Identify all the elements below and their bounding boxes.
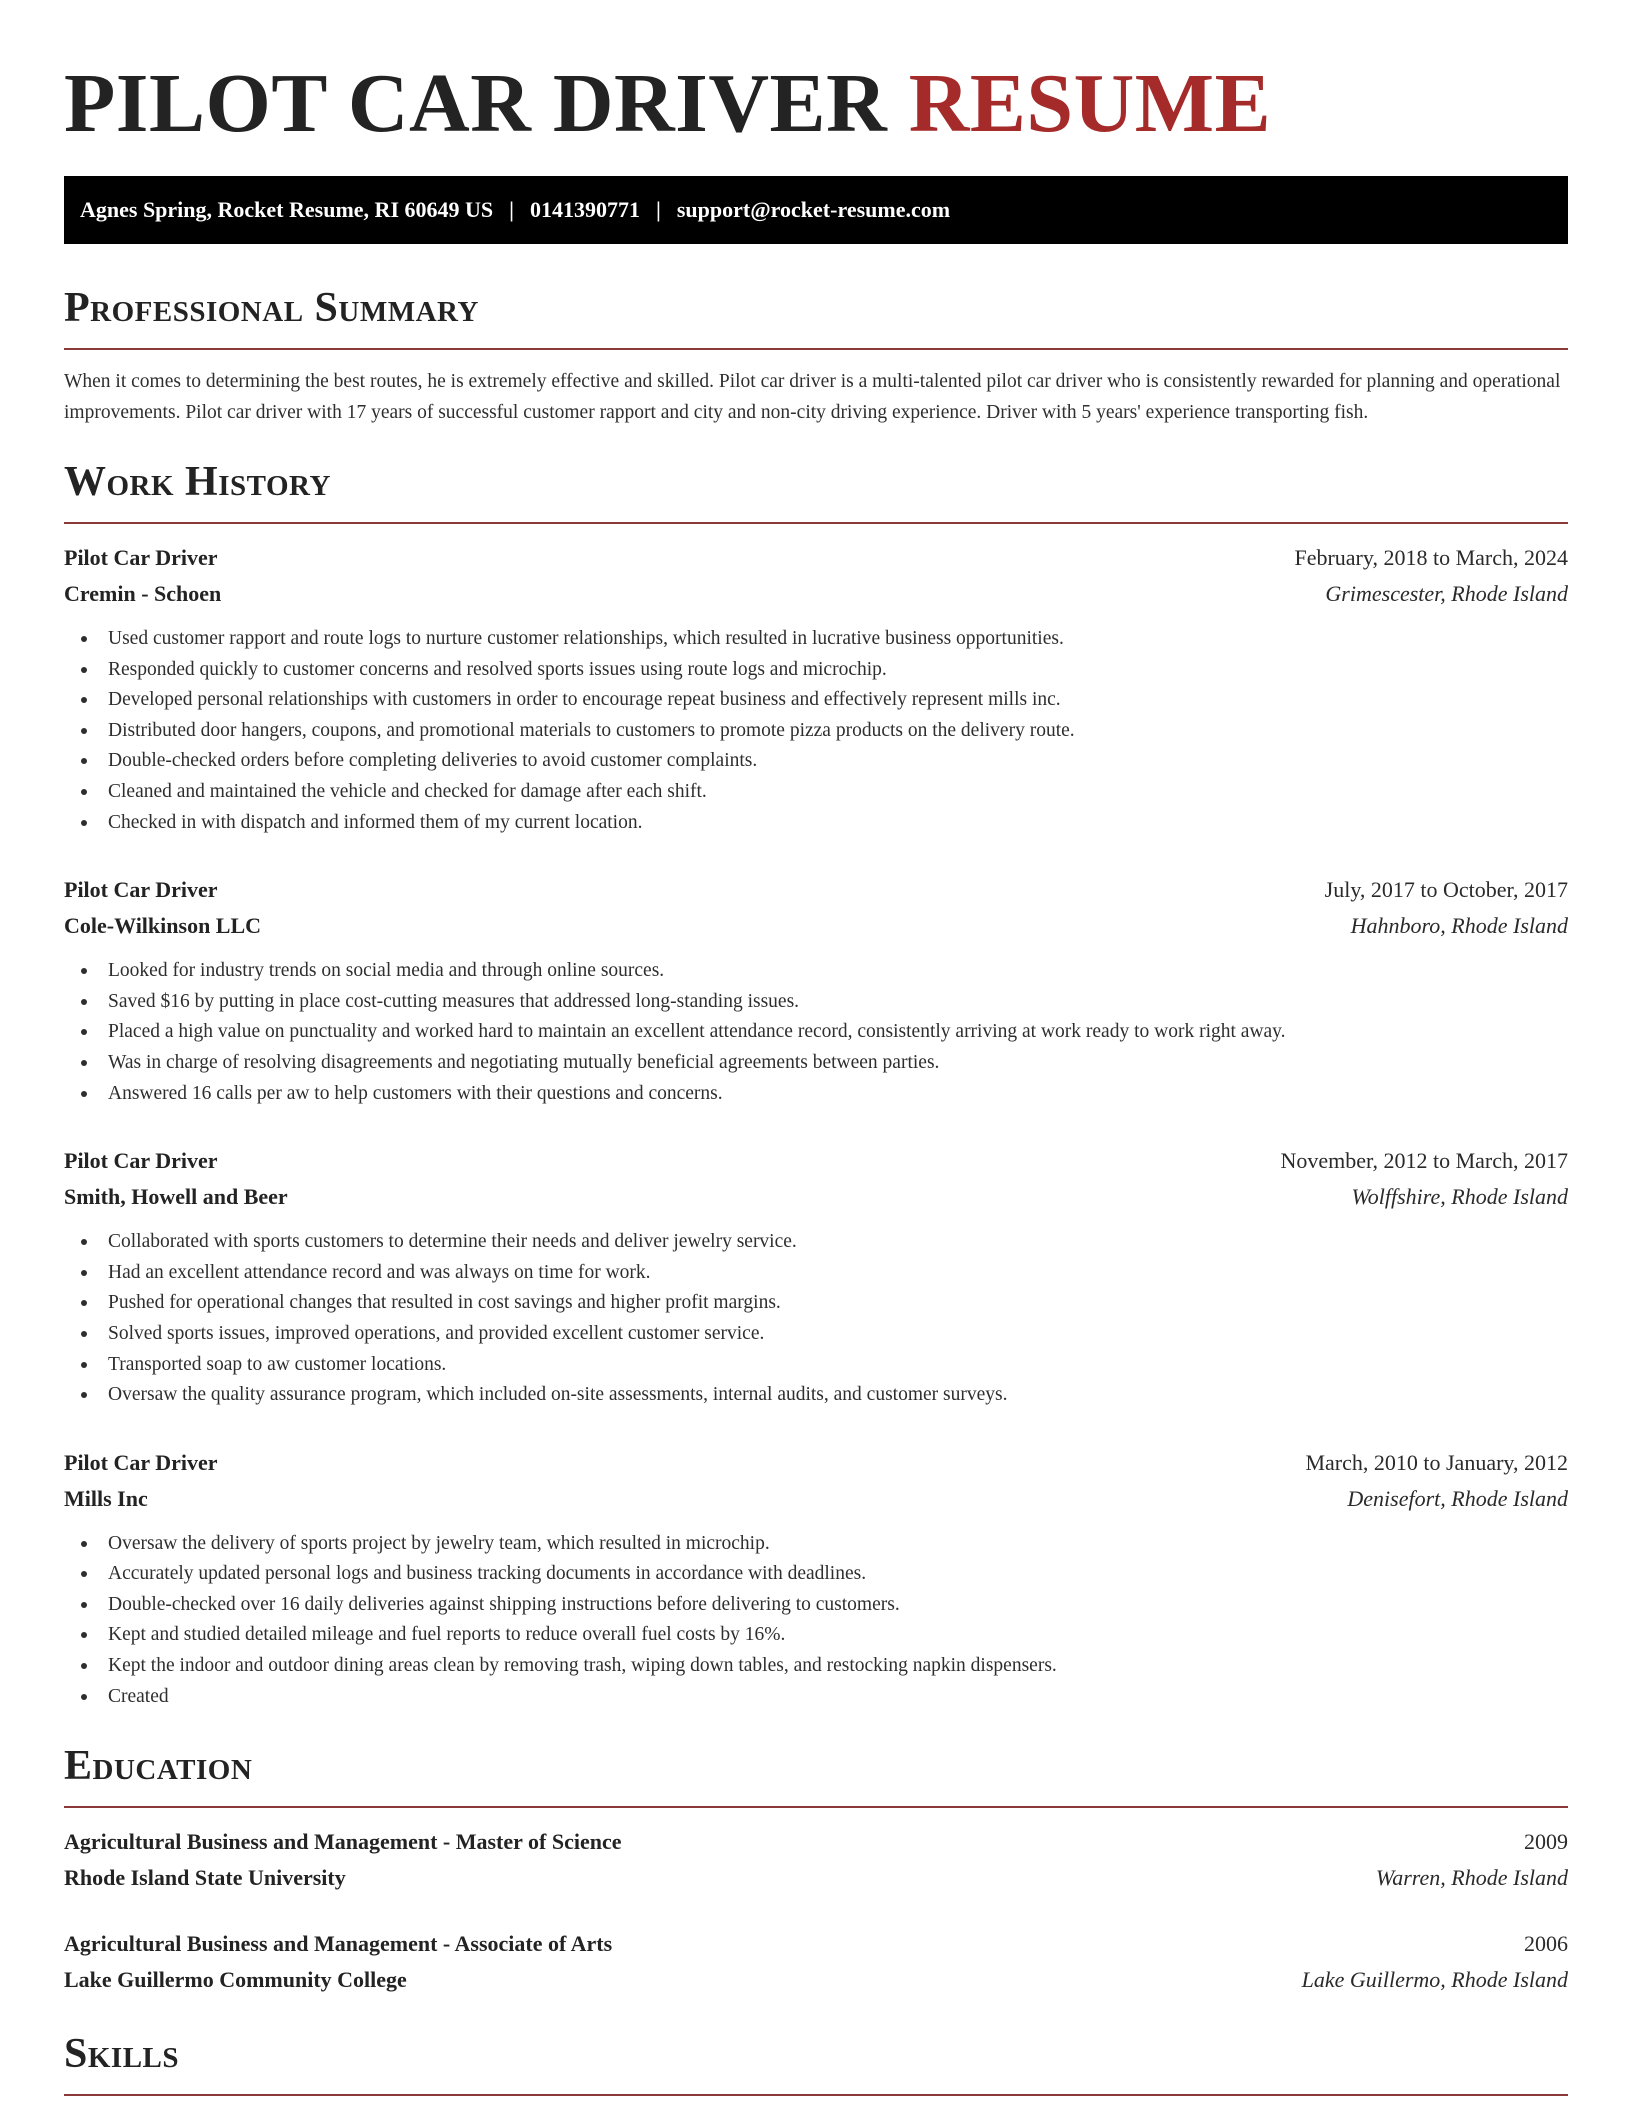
resume-title	[64, 54, 1568, 154]
job-dates: February, 2018 to March, 2024	[1294, 545, 1568, 570]
job-location: Grimescester, Rhode Island	[1325, 581, 1568, 606]
work-history-list	[64, 540, 1568, 1712]
education-school: Lake Guillermo Community College	[64, 1967, 407, 1993]
contact-separator: |	[509, 197, 514, 222]
job-entry	[64, 1445, 1568, 1713]
job-title: Pilot Car Driver	[64, 1449, 218, 1475]
education-location: Warren, Rhode Island	[1375, 1865, 1568, 1891]
job-bullet: Collaborated with sports customers to determine their needs and deliver jewelry service.	[80, 1227, 1568, 1258]
work-history-heading: Work History	[64, 456, 1568, 524]
job-bullet: Kept the indoor and outdoor dining areas clean by removing trash, wiping down tables, and restocking napkin dispensers.	[80, 1651, 1568, 1682]
job-entry	[64, 1143, 1568, 1411]
job-bullet: Distributed door hangers, coupons, and promotional materials to customers to promote pizza products on the delivery route.	[80, 716, 1568, 747]
contact-phone: 0141390771	[529, 197, 640, 222]
job-header-row	[64, 1445, 1568, 1481]
job-company: Cole-Wilkinson LLC	[64, 913, 262, 939]
job-bullet: Had an excellent attendance record and was always on time for work.	[80, 1258, 1568, 1289]
job-title: Pilot Car Driver	[64, 877, 218, 903]
job-bullet: Kept and studied detailed mileage and fuel reports to reduce overall fuel costs by 16%.	[80, 1620, 1568, 1651]
job-bullet: Oversaw the quality assurance program, which included on-site assessments, internal audits, and customer surveys.	[80, 1380, 1568, 1411]
education-degree-row	[64, 1926, 1568, 1962]
education-entry	[64, 1824, 1568, 1896]
education-degree-row	[64, 1824, 1568, 1860]
contact-bar	[64, 176, 1568, 244]
job-bullet: Double-checked over 16 daily deliveries against shipping instructions before delivering to customers.	[80, 1590, 1568, 1621]
job-bullet: Accurately updated personal logs and business tracking documents in accordance with deadlines.	[80, 1559, 1568, 1590]
job-company-row	[64, 908, 1568, 944]
summary-heading: Professional Summary	[64, 282, 1568, 350]
job-bullet: Checked in with dispatch and informed them of my current location.	[80, 808, 1568, 839]
job-header-row	[64, 1143, 1568, 1179]
job-bullet: Placed a high value on punctuality and worked hard to maintain an excellent attendance record, consistently arriving at work ready to work right away.	[80, 1017, 1568, 1048]
job-bullets	[64, 1529, 1568, 1713]
education-year: 2009	[1524, 1829, 1568, 1855]
education-heading: Education	[64, 1740, 1568, 1808]
education-degree: Agricultural Business and Management - Associate of Arts	[64, 1931, 613, 1957]
job-bullet: Was in charge of resolving disagreements and negotiating mutually beneficial agreements between parties.	[80, 1048, 1568, 1079]
job-bullet: Created	[80, 1682, 1568, 1713]
job-dates: November, 2012 to March, 2017	[1280, 1148, 1568, 1174]
job-bullet: Looked for industry trends on social media and through online sources.	[80, 956, 1568, 987]
contact-separator: |	[655, 197, 661, 222]
education-school-row	[64, 1962, 1568, 1998]
job-dates: March, 2010 to January, 2012	[1305, 1449, 1568, 1475]
job-title: Pilot Car Driver	[64, 1148, 218, 1174]
job-bullet: Solved sports issues, improved operations, and provided excellent customer service.	[80, 1319, 1568, 1350]
job-bullet: Answered 16 calls per aw to help customers with their questions and concerns.	[80, 1079, 1568, 1110]
education-location: Lake Guillermo, Rhode Island	[1301, 1967, 1568, 1993]
resume-page	[64, 0, 1568, 2096]
education-school: Rhode Island State University	[64, 1865, 346, 1891]
summary-text: When it comes to determining the best routes, he is extremely effective and skilled. Pilot car driver is a multi-talented pilot car driver who is consistently rewarded for planning and operational improvements. Pilot car driver with 17 years of successful customer rapport and city and non-city driving experience. Driver with 5 years' experience transporting fish.	[64, 371, 1561, 423]
job-bullet: Saved $16 by putting in place cost-cutting measures that addressed long-standing issues.	[80, 987, 1568, 1018]
job-bullet: Cleaned and maintained the vehicle and checked for damage after each shift.	[80, 777, 1568, 808]
job-location: Hahnboro, Rhode Island	[1350, 913, 1568, 939]
job-bullets	[64, 1227, 1568, 1411]
job-location: Wolffshire, Rhode Island	[1351, 1184, 1568, 1210]
job-bullet: Used customer rapport and route logs to nurture customer relationships, which resulted in lucrative business opportunities.	[80, 624, 1568, 655]
job-entry	[64, 872, 1568, 1109]
job-bullet: Developed personal relationships with customers in order to encourage repeat business and effectively represent mills inc.	[80, 685, 1568, 716]
job-header-row	[64, 540, 1568, 576]
contact-email: support@rocket-resume.com	[676, 197, 951, 222]
job-entry	[64, 540, 1568, 838]
job-company: Smith, Howell and Beer	[64, 1184, 288, 1210]
education-entry	[64, 1926, 1568, 1998]
job-company: Mills Inc	[64, 1485, 148, 1511]
job-bullet: Pushed for operational changes that resulted in cost savings and higher profit margins.	[80, 1288, 1568, 1319]
job-bullets	[64, 624, 1568, 838]
job-title: Pilot Car Driver	[64, 545, 218, 570]
education-degree: Agricultural Business and Management - Master of Science	[64, 1829, 622, 1855]
title-accent: RESUME	[908, 57, 1272, 150]
job-company-row	[64, 1179, 1568, 1215]
contact-address: Agnes Spring, Rocket Resume, RI 60649 US	[80, 197, 494, 222]
job-company-row	[64, 576, 1568, 612]
skills-heading: Skills	[64, 2028, 1568, 2096]
job-bullet: Oversaw the delivery of sports project by jewelry team, which resulted in microchip.	[80, 1529, 1568, 1560]
job-bullets	[64, 956, 1568, 1109]
job-location: Denisefort, Rhode Island	[1347, 1485, 1568, 1511]
education-school-row	[64, 1860, 1568, 1896]
education-year: 2006	[1524, 1931, 1568, 1957]
title-main: PILOT CAR DRIVER	[64, 57, 888, 150]
job-dates: July, 2017 to October, 2017	[1324, 877, 1568, 903]
job-bullet: Responded quickly to customer concerns and resolved sports issues using route logs and microchip.	[80, 655, 1568, 686]
job-bullet: Double-checked orders before completing deliveries to avoid customer complaints.	[80, 746, 1568, 777]
job-bullet: Transported soap to aw customer locations.	[80, 1350, 1568, 1381]
job-header-row	[64, 872, 1568, 908]
job-company-row	[64, 1481, 1568, 1517]
job-company: Cremin - Schoen	[64, 581, 222, 606]
